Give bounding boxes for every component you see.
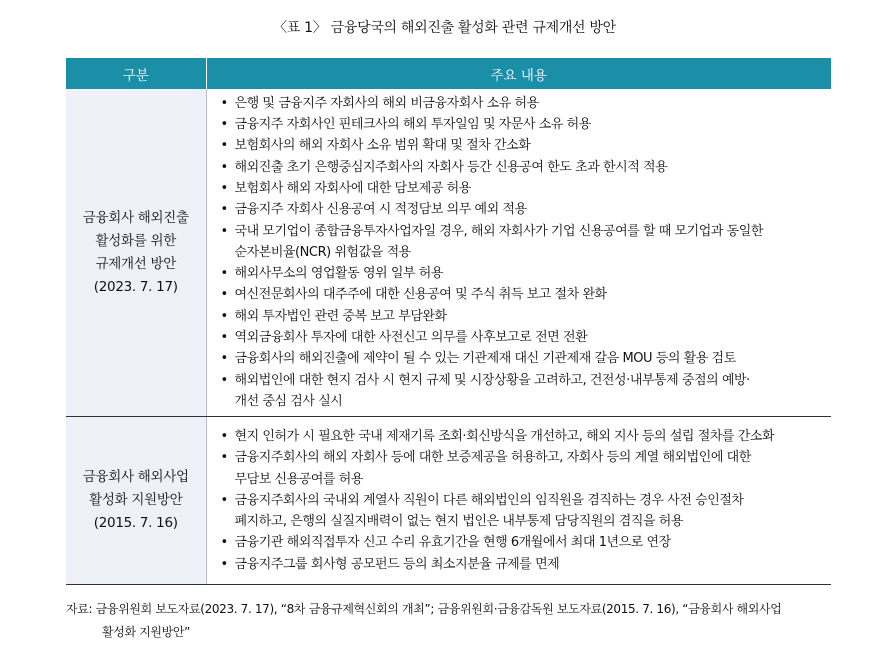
page-title: 〈표 1〉 금융당국의 해외진출 활성화 관련 규제개선 방안	[273, 20, 616, 36]
category-cell	[66, 417, 206, 585]
list-item	[221, 426, 832, 447]
bullet-icon: •	[220, 330, 228, 346]
category-line: 금융회사 해외진출	[82, 209, 189, 226]
bullet-icon: •	[220, 138, 228, 154]
list-item-continuation	[221, 511, 832, 532]
list-item-continuation	[221, 391, 832, 412]
list-item	[221, 306, 832, 327]
list-item	[221, 284, 832, 305]
bullet-icon: •	[220, 556, 228, 572]
item-text: 폐지하고, 은행의 실질지배력이 없는 현지 법인은 내부통제 담당직원의 겸직을 허용	[234, 514, 683, 530]
source-line: 자료: 금융위원회 보도자료(2023. 7. 17), “8차 금융규제혁신회의 개최”; 금융위원회·금융감독원 보도자료(2015. 7. 16), “금융회사 해외사업	[66, 602, 782, 616]
item-text: 순자본비율(NCR) 위험값을 적용	[234, 244, 411, 260]
item-text: 금융기관 해외직접투자 신고 수리 유효기간을 현행 6개월에서 최대 1년으로 연장	[234, 535, 671, 551]
list-item	[221, 199, 832, 220]
item-text: 해외 투자법인 관련 중복 보고 부담완화	[234, 308, 447, 324]
table-row	[66, 417, 831, 585]
item-text: 은행 및 금융지주 자회사의 해외 비금융자회사 소유 허용	[234, 95, 539, 111]
bullet-icon: •	[220, 159, 228, 175]
header-category: 구분	[66, 58, 206, 89]
content-cell	[206, 417, 831, 585]
list-item	[221, 93, 832, 114]
item-text: 금융지주 자회사 신용공여 시 적정담보 의무 예외 적용	[234, 202, 527, 218]
bullet-icon: •	[220, 266, 228, 282]
item-text: 개선 중심 검사 실시	[234, 393, 343, 409]
category-line: 규제개선 방안	[95, 255, 176, 272]
header-content: 주요 내용	[206, 58, 831, 89]
category-line: 활성화를 위한	[95, 232, 176, 249]
item-list	[207, 426, 832, 575]
bullet-icon: •	[220, 308, 228, 324]
list-item	[221, 447, 832, 468]
bullet-icon: •	[220, 428, 228, 444]
bullet-icon: •	[220, 202, 228, 218]
bullet-icon: •	[220, 223, 228, 239]
item-text: 보험회사 해외 자회사에 대한 담보제공 허용	[234, 180, 471, 196]
item-text: 금융지주그룹 회사형 공모펀드 등의 최소지분율 규제를 면제	[234, 556, 560, 572]
item-text: 보험회사의 해외 자회사 소유 범위 확대 및 절차 간소화	[234, 138, 531, 154]
list-item	[221, 370, 832, 391]
item-text: 현지 인허가 시 필요한 국내 제재기록 조회·회신방식을 개선하고, 해외 지사 등의 설립 절차를 간소화	[234, 428, 775, 444]
regulation-table	[66, 58, 831, 585]
list-item	[221, 157, 832, 178]
item-text: 역외금융회사 투자에 대한 사전신고 의무를 사후보고로 전면 전환	[234, 330, 588, 346]
category-cell	[66, 89, 206, 417]
list-item	[221, 178, 832, 199]
item-text: 무담보 신용공여를 허용	[234, 471, 363, 487]
bullet-icon: •	[220, 180, 228, 196]
bullet-icon: •	[220, 95, 228, 111]
list-item-continuation	[221, 469, 832, 490]
item-text: 여신전문회사의 대주주에 대한 신용공여 및 주식 취득 보고 절차 완화	[234, 287, 607, 303]
bullet-icon: •	[220, 117, 228, 133]
item-text: 금융지주 자회사인 핀테크사의 해외 투자일임 및 자문사 소유 허용	[234, 117, 591, 133]
bullet-icon: •	[220, 535, 228, 551]
table-row	[66, 89, 831, 417]
list-item	[221, 554, 832, 575]
list-item-continuation	[221, 242, 832, 263]
category-line: (2015. 7. 16)	[93, 515, 178, 531]
content-cell	[206, 89, 831, 417]
category-line: (2023. 7. 17)	[93, 278, 178, 295]
list-item	[221, 263, 832, 284]
list-item	[221, 135, 832, 156]
item-text: 해외법인에 대한 현지 검사 시 현지 규제 및 시장상황을 고려하고, 건전성·내부통제 중점의 예방·	[234, 372, 750, 388]
item-list	[207, 93, 832, 412]
category-line: 금융회사 해외사업	[82, 469, 189, 485]
list-item	[221, 327, 832, 348]
bullet-icon: •	[220, 351, 228, 367]
item-text: 금융지주회사의 해외 자회사 등에 대한 보증제공을 허용하고, 자회사 등의 계열 해외법인에 대한	[234, 450, 751, 466]
table-header-row	[66, 58, 831, 89]
list-item	[221, 221, 832, 242]
list-item	[221, 490, 832, 511]
item-text: 국내 모기업이 종합금융투자사업자일 경우, 해외 자회사가 기업 신용공여를 할 때 모기업과 동일한	[234, 223, 764, 239]
item-text: 해외사무소의 영업활동 영위 일부 허용	[234, 266, 443, 282]
source-line: 활성화 지원방안”	[102, 625, 191, 639]
list-item	[221, 348, 832, 369]
source-note	[66, 598, 846, 644]
category-line: 활성화 지원방안	[89, 492, 183, 508]
item-text: 해외진출 초기 은행중심지주회사의 자회사 등간 신용공여 한도 초과 한시적 적용	[234, 159, 668, 175]
bullet-icon: •	[220, 372, 228, 388]
item-text: 금융지주회사의 국내외 계열사 직원이 다른 해외법인의 임직원을 겸직하는 경우 사전 승인절차	[234, 492, 744, 508]
list-item	[221, 114, 832, 135]
item-text: 금융회사의 해외진출에 제약이 될 수 있는 기관제재 대신 기관제재 갈음 MOU 등의 활용 검토	[234, 351, 736, 367]
bullet-icon: •	[220, 492, 228, 508]
list-item	[221, 532, 832, 553]
bullet-icon: •	[220, 287, 228, 303]
bullet-icon: •	[220, 450, 228, 466]
